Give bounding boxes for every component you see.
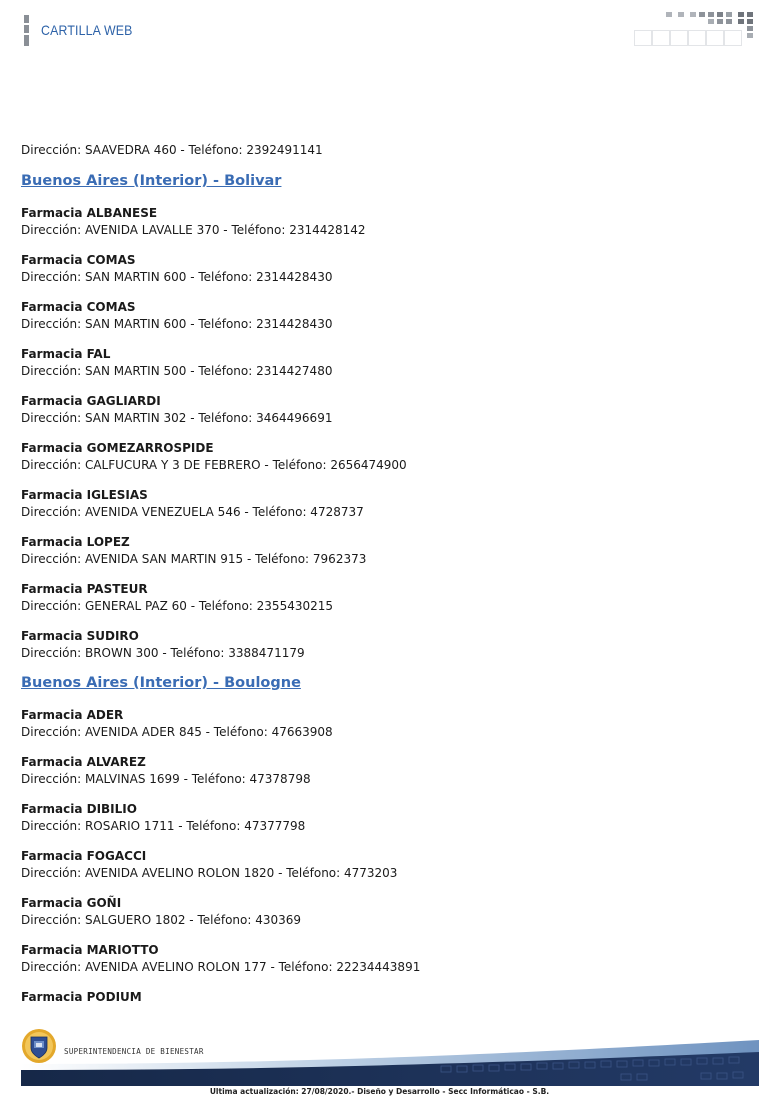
pharmacy-name: Farmacia COMAS: [21, 300, 136, 314]
page-header: [0, 0, 759, 60]
list-item: [21, 942, 741, 976]
pharmacy-name: Farmacia ALVAREZ: [21, 755, 146, 769]
update-footnote: Ultima actualización: 27/08/2020.- Diseño y Desarrollo - Secc Informáticao - S.B.: [209, 1087, 550, 1096]
pharmacy-name: Farmacia GAGLIARDI: [21, 394, 161, 408]
pharmacy-address: Dirección: SALGUERO 1802 - Teléfono: 430369: [21, 913, 302, 927]
pharmacy-address: Dirección: AVENIDA SAN MARTIN 915 - Teléfono: 7962373: [21, 552, 367, 566]
pharmacy-name: Farmacia SUDIRO: [21, 629, 139, 643]
entry-address: Dirección: SAAVEDRA 460 - Teléfono: 2392491141: [21, 143, 323, 157]
footer-banner: [21, 1028, 759, 1088]
list-item: [21, 487, 741, 521]
header-accent-bar: [24, 15, 29, 23]
pharmacy-address: Dirección: AVENIDA AVELINO ROLON 1820 - Teléfono: 4773203: [21, 866, 398, 880]
list-item: [21, 989, 741, 1006]
region-heading-boulogne[interactable]: Buenos Aires (Interior) - Boulogne: [21, 675, 301, 691]
pharmacy-name: Farmacia MARIOTTO: [21, 943, 159, 957]
pharmacy-name: Farmacia FOGACCI: [21, 849, 147, 863]
list-item: [21, 346, 741, 380]
pharmacy-name: Farmacia FAL: [21, 347, 111, 361]
superintendencia-seal-icon: [21, 1028, 57, 1064]
pharmacy-name: Farmacia ALBANESE: [21, 206, 158, 220]
pharmacy-address: Dirección: AVENIDA LAVALLE 370 - Teléfono: 2314428142: [21, 223, 366, 237]
list-item: [21, 252, 741, 286]
list-item: [21, 707, 741, 741]
pharmacy-address: Dirección: ROSARIO 1711 - Teléfono: 47377798: [21, 819, 306, 833]
pharmacy-name: Farmacia DIBILIO: [21, 802, 137, 816]
pharmacy-name: Farmacia GOÑI: [21, 896, 122, 910]
header-accent-bar: [24, 25, 29, 33]
pharmacy-address: Dirección: AVENIDA VENEZUELA 546 - Teléfono: 4728737: [21, 505, 364, 519]
pharmacy-name: Farmacia LOPEZ: [21, 535, 130, 549]
pharmacy-address: Dirección: AVENIDA AVELINO ROLON 177 - Teléfono: 22234443891: [21, 960, 421, 974]
footer-wave-graphic: [21, 1028, 759, 1088]
pharmacy-name: Farmacia GOMEZARROSPIDE: [21, 441, 214, 455]
pharmacy-address: Dirección: CALFUCURA Y 3 DE FEBRERO - Teléfono: 2656474900: [21, 458, 407, 472]
organization-name: SUPERINTENDENCIA DE BIENESTAR: [64, 1047, 204, 1056]
pharmacy-address: Dirección: SAN MARTIN 500 - Teléfono: 2314427480: [21, 364, 333, 378]
pharmacy-address: Dirección: AVENIDA ADER 845 - Teléfono: 47663908: [21, 725, 333, 739]
pharmacy-name: Farmacia ADER: [21, 708, 124, 722]
pharmacy-listing: [21, 142, 741, 1019]
pharmacy-address: Dirección: SAN MARTIN 600 - Teléfono: 2314428430: [21, 270, 333, 284]
pharmacy-address: Dirección: SAN MARTIN 302 - Teléfono: 3464496691: [21, 411, 333, 425]
list-item: [21, 299, 741, 333]
list-item: [21, 393, 741, 427]
pharmacy-name: Farmacia COMAS: [21, 253, 136, 267]
list-item: [21, 801, 741, 835]
list-item: [21, 205, 741, 239]
list-item: [21, 628, 741, 662]
region-heading-bolivar[interactable]: Buenos Aires (Interior) - Bolivar: [21, 173, 282, 189]
pharmacy-address: Dirección: BROWN 300 - Teléfono: 3388471179: [21, 646, 305, 660]
list-item: [21, 440, 741, 474]
list-item: [21, 534, 741, 568]
pharmacy-name: Farmacia PODIUM: [21, 990, 142, 1004]
pharmacy-name: Farmacia IGLESIAS: [21, 488, 148, 502]
pharmacy-address: Dirección: GENERAL PAZ 60 - Teléfono: 2355430215: [21, 599, 334, 613]
list-item: [21, 754, 741, 788]
brand-title: CARTILLA WEB: [41, 22, 133, 38]
header-decoration: [634, 10, 759, 50]
list-item: [21, 848, 741, 882]
pharmacy-name: Farmacia PASTEUR: [21, 582, 148, 596]
pharmacy-address: Dirección: MALVINAS 1699 - Teléfono: 47378798: [21, 772, 311, 786]
pharmacy-address: Dirección: SAN MARTIN 600 - Teléfono: 2314428430: [21, 317, 333, 331]
header-accent-bar: [24, 35, 29, 46]
list-item: [21, 895, 741, 929]
list-item: [21, 581, 741, 615]
